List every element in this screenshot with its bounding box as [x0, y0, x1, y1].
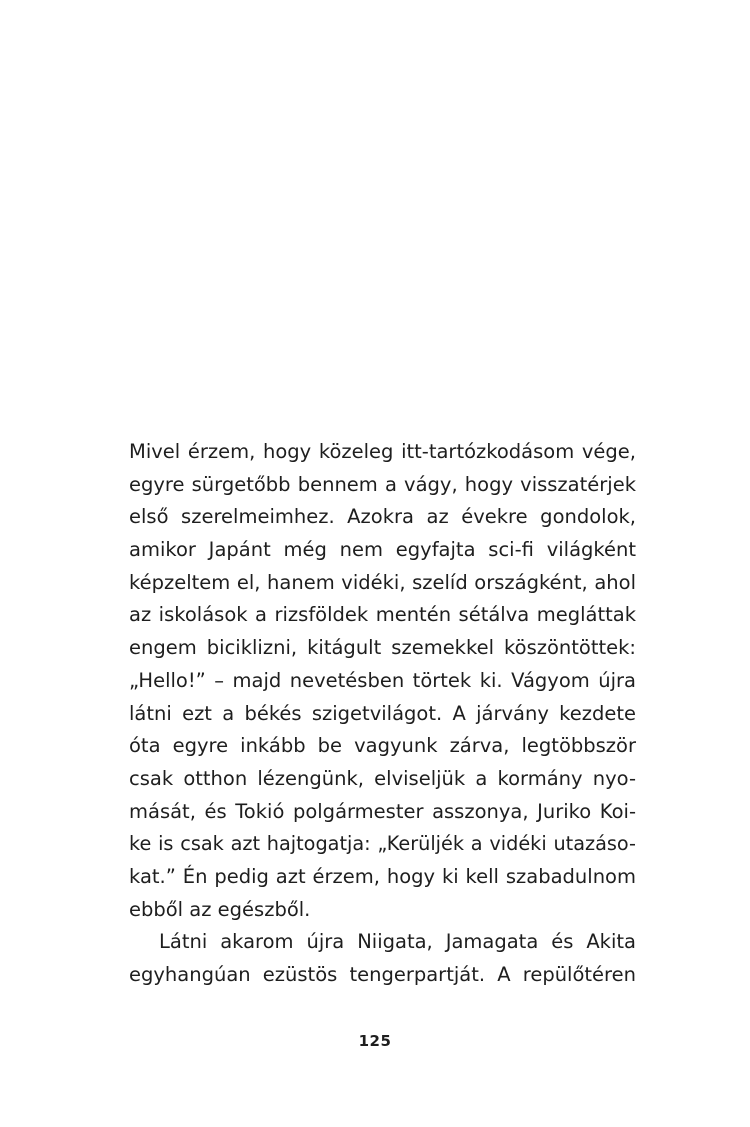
text-line: ebből az egészből. — [129, 897, 311, 921]
text-line: Mivel érzem, hogy közeleg itt-tartózkodásom vége, — [129, 440, 636, 463]
text-line: óta egyre inkább be vagyunk zárva, legtöbbször — [129, 734, 636, 758]
text-line: ke is csak azt hajtogatja: „Kerüljék a vidéki utazáso- — [129, 832, 636, 856]
text-line: Látni akarom újra Niigata, Jamagata és Akita — [159, 930, 636, 954]
paragraph — [129, 926, 636, 991]
text-line: „Hello!” – majd nevetésben törtek ki. Vágyom újra — [129, 668, 636, 692]
text-line: első szerelmeimhez. Azokra az évekre gondolok, — [129, 505, 636, 529]
text-line: képzeltem el, hanem vidéki, szelíd országként, ahol — [129, 570, 636, 594]
page-number: 125 — [358, 1032, 392, 1050]
paragraph — [129, 436, 636, 926]
text-line: az iskolások a rizsföldek mentén sétálva megláttak — [129, 603, 636, 627]
body-text — [129, 436, 636, 992]
text-line: látni ezt a békés szigetvilágot. A járvány kezdete — [129, 701, 636, 725]
text-line: kat.” Én pedig azt érzem, hogy ki kell szabadulnom — [129, 864, 636, 888]
text-line: mását, és Tokió polgármester asszonya, Juriko Koi- — [129, 799, 636, 823]
text-line: egyre sürgetőbb bennem a vágy, hogy visszatérjek — [129, 472, 636, 496]
text-line: egyhangúan ezüstös tengerpartját. A repülőtéren — [129, 963, 636, 986]
text-line: amikor Japánt még nem egyfajta sci-fi világként — [129, 538, 636, 562]
text-line: engem biciklizni, kitágult szemekkel köszöntöttek: — [129, 636, 636, 660]
text-line: csak otthon lézengünk, elviseljük a kormány nyo- — [129, 766, 636, 790]
